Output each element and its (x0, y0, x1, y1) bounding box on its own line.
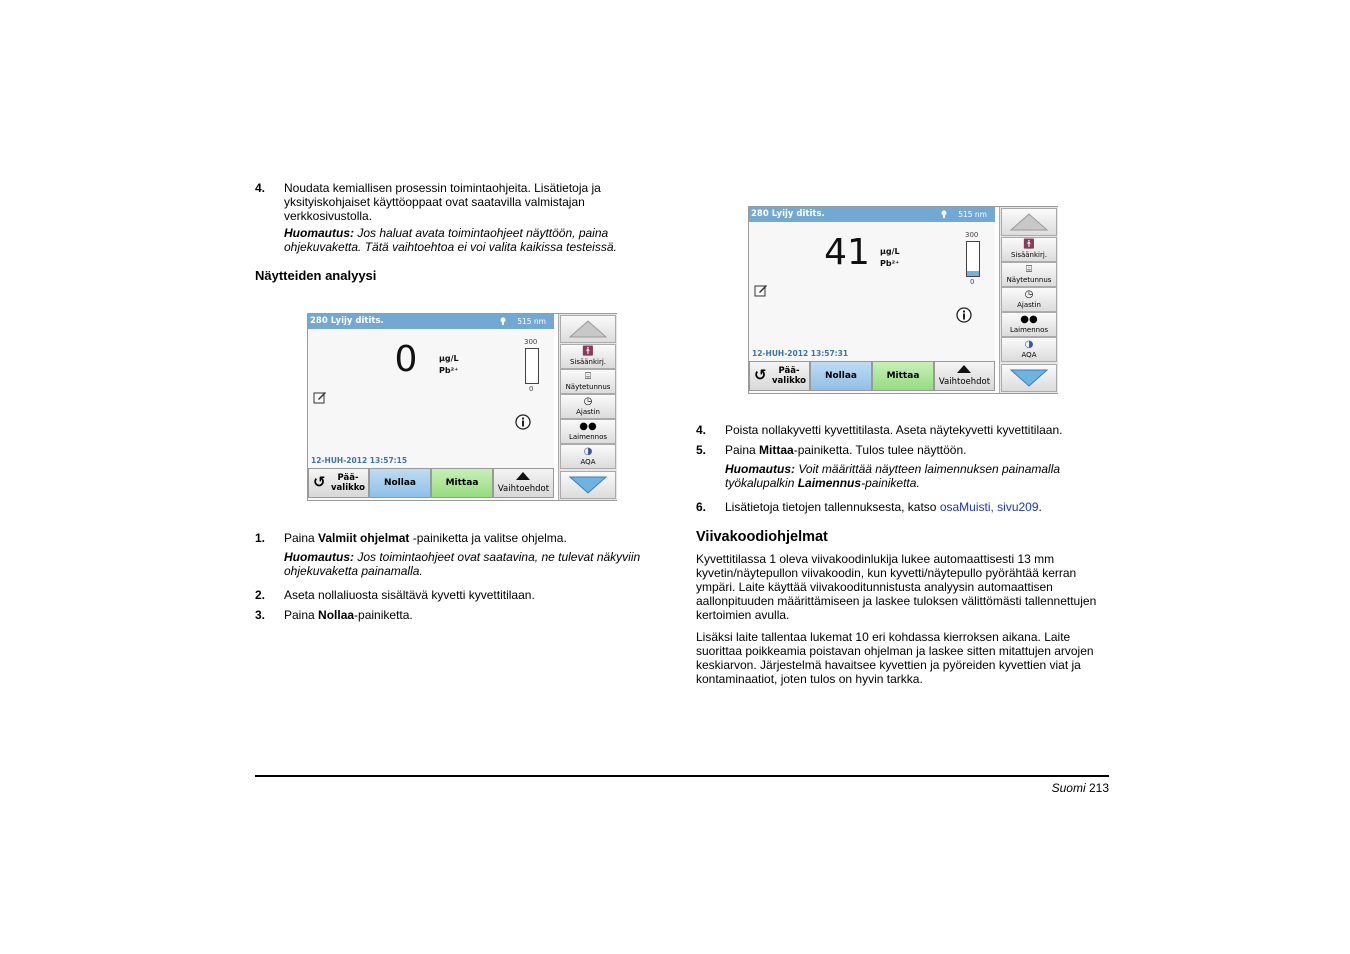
options-label: Vaihtoehdot (938, 377, 991, 387)
back-arrow-icon: ↺ (313, 473, 326, 491)
footer-language: Suomi (1051, 781, 1086, 795)
instrument-screen-zero (307, 313, 617, 501)
screen-bottom-bar (308, 468, 554, 500)
dilution-tool-label: Laimennos (1009, 326, 1049, 334)
range-bar (966, 241, 980, 277)
page-footer (900, 781, 1109, 795)
triangle-up-icon (516, 472, 530, 480)
text-run: Lisätietoja tietojen tallennuksesta, katso (725, 500, 940, 514)
screen-bottom-bar (749, 361, 995, 393)
step-text: Aseta nollaliuosta sisältävä kyvetti kyvettitilaan. (284, 588, 535, 602)
timer-icon: ◷ (583, 396, 593, 407)
step-number: 4. (696, 423, 707, 437)
step-text: Noudata kemiallisen prosessin toimintaohjeita. Lisätietoja ja yksityiskohjaiset käyttöoppaat ovat saatavilla valmistajan verkkosivustolla. (284, 181, 601, 223)
screen-titlebar (308, 314, 554, 329)
instrument-screen-measure (748, 206, 1058, 394)
text-run: Paina (725, 443, 760, 457)
aqa-tool-label: AQA (1021, 351, 1037, 359)
species-label: Pb²⁺ (439, 366, 459, 375)
timer-icon: ◷ (1024, 289, 1034, 300)
login-tool-button[interactable] (560, 344, 616, 369)
login-tool-button[interactable] (1001, 237, 1057, 262)
arrow-down-icon (561, 472, 615, 498)
section-heading: Viivakoodiohjelmat (696, 529, 828, 545)
note-label: Huomautus: (284, 226, 354, 240)
range-bar-fill (967, 271, 979, 276)
triangle-up-icon (957, 365, 971, 373)
options-label: Vaihtoehdot (497, 484, 550, 494)
vial-icon: ⌹ (585, 371, 591, 382)
scale-min: 0 (970, 278, 975, 286)
main-menu-label (331, 473, 365, 493)
note-label: Huomautus: (725, 462, 795, 476)
scale-max: 300 (524, 338, 538, 346)
main-menu-label (772, 366, 806, 386)
person-icon: 🚹︎ (581, 346, 595, 357)
options-button[interactable] (934, 361, 995, 391)
sample-id-tool-label: Näytetunnus (1006, 276, 1052, 284)
measure-button[interactable]: Mittaa (431, 468, 493, 498)
scroll-down-button[interactable] (560, 471, 616, 499)
screen-titlebar (749, 207, 995, 222)
species-label: Pb²⁺ (880, 259, 900, 268)
bold-run: Nollaa (318, 608, 355, 622)
lamp-icon (941, 210, 947, 218)
screen-toolbar (999, 207, 1058, 393)
note-bold: Laimennus (797, 476, 862, 490)
note (284, 550, 674, 578)
cross-reference-link[interactable]: osaMuisti, sivu209 (939, 500, 1039, 514)
step-text (725, 443, 1125, 457)
note-text: Jos toimintaohjeet ovat saatavina, ne tulevat näkyviin ohjekuvaketta painamalla. (284, 550, 641, 578)
reading-value: 41 (824, 232, 870, 273)
unit-label: µg/L (880, 247, 900, 256)
sample-id-tool-button[interactable] (1001, 262, 1057, 287)
main-menu-label-1: Pää- (337, 473, 359, 483)
options-button[interactable] (493, 468, 554, 498)
person-icon: 🚹︎ (1022, 239, 1036, 250)
main-menu-label-2: valikko (331, 483, 366, 493)
arrow-down-icon (1002, 365, 1056, 391)
note-text: Voit määrittää näytteen laimennuksen painamalla työkalupalkin (725, 462, 1061, 490)
note-label: Huomautus: (284, 550, 354, 564)
step-text (725, 500, 1125, 514)
zero-button[interactable]: Nollaa (369, 468, 431, 498)
timer-tool-button[interactable] (1001, 287, 1057, 312)
info-icon[interactable] (956, 307, 972, 323)
main-menu-label-1: Pää- (778, 366, 800, 376)
vial-icon: ⌹ (1026, 264, 1032, 275)
reading-unit (439, 353, 459, 377)
aqa-tool-button[interactable] (560, 444, 616, 469)
program-title: 280 Lyijy ditits. (751, 209, 825, 219)
step-number: 3. (255, 608, 266, 622)
dilution-tool-button[interactable] (1001, 312, 1057, 337)
main-menu-label-2: valikko (772, 376, 807, 386)
footer-rule (255, 775, 1109, 777)
section-heading: Näytteiden analyysi (255, 268, 377, 283)
step-number: 5. (696, 443, 707, 457)
step-text (284, 531, 664, 545)
edit-icon[interactable] (313, 390, 327, 404)
program-title: 280 Lyijy ditits. (310, 316, 384, 326)
dilution-icon: ●● (579, 421, 597, 432)
datetime: 12-HUH-2012 13:57:31 (752, 349, 849, 358)
screen-main (749, 207, 995, 393)
range-bar (525, 348, 539, 384)
dilution-tool-label: Laimennos (568, 433, 608, 441)
note-text: Jos haluat avata toimintaohjeet näyttöön, paina ohjekuvaketta. Tätä vaihtoehtoa ei voi valita kaikissa testeissä. (284, 226, 617, 254)
timer-tool-button[interactable] (560, 394, 616, 419)
reading-unit (880, 246, 900, 270)
text-run: Paina (284, 531, 319, 545)
text-run: -painiketta ja valitse ohjelma. (409, 531, 567, 545)
text-run: -painiketta. Tulos tulee näyttöön. (793, 443, 967, 457)
timer-tool-label: Ajastin (576, 408, 600, 416)
aqa-tool-button[interactable] (1001, 337, 1057, 362)
info-icon[interactable] (515, 414, 531, 430)
lamp-icon (500, 317, 506, 325)
edit-icon[interactable] (754, 283, 768, 297)
datetime: 12-HUH-2012 13:57:15 (311, 456, 408, 465)
bold-run: Valmiit ohjelmat (318, 531, 410, 545)
step-number: 2. (255, 588, 266, 602)
aqa-icon: ◑ (1024, 339, 1034, 350)
step-number: 6. (696, 500, 707, 514)
arrow-up-icon (561, 316, 615, 342)
reading-value: 0 (394, 339, 418, 380)
text-run: . (1038, 500, 1042, 514)
wavelength: 515 nm (517, 317, 546, 326)
bold-run: Mittaa (759, 443, 794, 457)
scroll-up-button[interactable] (560, 315, 616, 343)
main-menu-button[interactable] (308, 468, 369, 498)
scale-min: 0 (529, 385, 534, 393)
paragraph: Kyvettitilassa 1 oleva viivakoodinlukija lukee automaattisesti 13 mm kyvetin/näytepullon viivakoodin, kun kyvetti/näytepullo pyörähtää kerran ympäri. Laite käyttää viivakooditunnistusta analyysin automaattisen aallonpituuden määrittämiseen ja laskee tuloksen välittömästi tallennettujen kertoimien avulla. (696, 552, 1097, 622)
sample-id-tool-label: Näytetunnus (565, 383, 611, 391)
dilution-icon: ●● (1020, 314, 1038, 325)
note-text: -painiketta. (861, 476, 920, 490)
scroll-down-button[interactable] (1001, 364, 1057, 392)
back-arrow-icon: ↺ (754, 366, 767, 384)
wavelength: 515 nm (958, 210, 987, 219)
screen-toolbar (558, 314, 617, 500)
text-run: Paina (284, 608, 319, 622)
timer-tool-label: Ajastin (1017, 301, 1041, 309)
aqa-icon: ◑ (583, 446, 593, 457)
note (284, 226, 664, 254)
dilution-tool-button[interactable] (560, 419, 616, 444)
step-text: Poista nollakyvetti kyvettitilasta. Aseta näytekyvetti kyvettitilaan. (725, 423, 1063, 437)
login-tool-label: Sisäänkirj. (569, 358, 607, 366)
unit-label: µg/L (439, 354, 459, 363)
step-text (284, 608, 664, 622)
paragraph: Lisäksi laite tallentaa lukemat 10 eri kohdassa kierroksen aikana. Laite suorittaa poikkeamia poistavan ohjelman ja laskee sitten mitattujen arvojen keskiarvon. Järjestelmä havaitsee kyvettien ja pyöreiden kyvettien viat ja kontaminaatiot, joten tulos on hyvin tarkka. (696, 630, 1094, 686)
arrow-up-icon (1002, 209, 1056, 235)
scroll-up-button[interactable] (1001, 208, 1057, 236)
step-number: 1. (255, 531, 266, 545)
zero-button[interactable]: Nollaa (810, 361, 872, 391)
aqa-tool-label: AQA (580, 458, 596, 466)
page-number: 213 (1088, 781, 1109, 795)
screen-main (308, 314, 554, 500)
step-number: 4. (255, 181, 266, 195)
sample-id-tool-button[interactable] (560, 369, 616, 394)
note (725, 462, 1105, 490)
scale-max: 300 (965, 231, 979, 239)
main-menu-button[interactable] (749, 361, 810, 391)
login-tool-label: Sisäänkirj. (1010, 251, 1048, 259)
text-run: -painiketta. (354, 608, 413, 622)
measure-button[interactable]: Mittaa (872, 361, 934, 391)
